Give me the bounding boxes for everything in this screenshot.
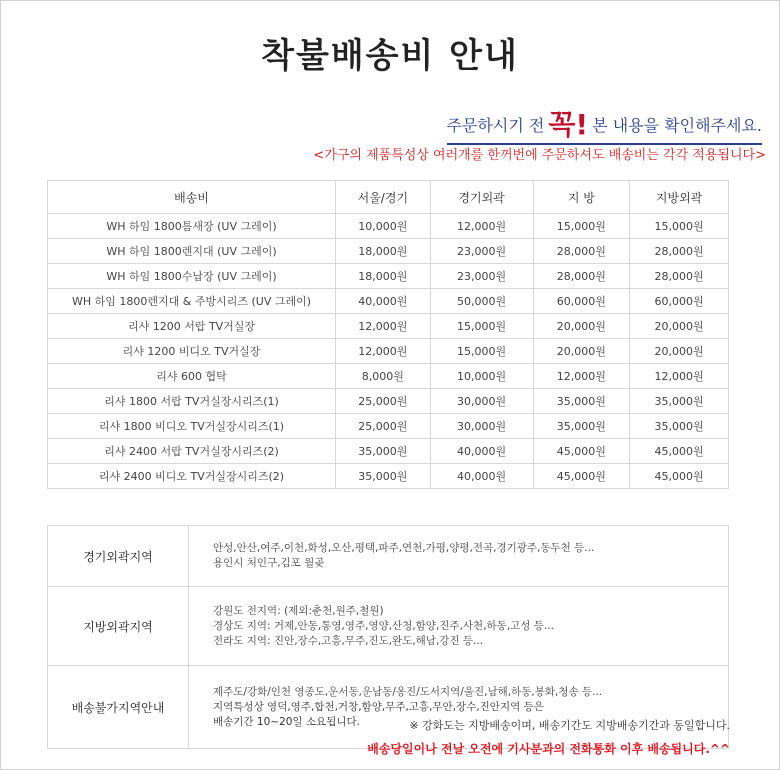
seoul-gyeonggi-cell: 35,000원: [336, 464, 431, 489]
seoul-gyeonggi-cell: 12,000원: [336, 339, 431, 364]
region-line: 안성,안산,여주,이천,화성,오산,평택,파주,연천,가평,양평,전곡,경기광주,동두천 등...: [213, 542, 595, 554]
product-name-cell: 리샤 1800 서랍 TV거실장시리즈(1): [48, 389, 336, 414]
provinces-cell: 35,000원: [533, 389, 630, 414]
province-outskirts-cell: 20,000원: [630, 314, 729, 339]
region-name: 경기외곽지역: [48, 526, 189, 587]
provinces-cell: 45,000원: [533, 464, 630, 489]
region-line: 지역특성상 영덕,영주,합천,거창,함양,무주,고흥,무안,장수,진안지역 등은: [213, 700, 544, 713]
seoul-gyeonggi-cell: 35,000원: [336, 439, 431, 464]
header-province-outskirts: 지방외곽: [630, 181, 729, 214]
seoul-gyeonggi-cell: 10,000원: [336, 214, 431, 239]
gyeonggi-outskirts-cell: 50,000원: [430, 289, 533, 314]
header-gyeonggi-outskirts: 경기외곽: [430, 181, 533, 214]
seoul-gyeonggi-cell: 25,000원: [336, 389, 431, 414]
region-line: 전라도 지역: 진안,장수,고흥,무주,진도,완도,해남,강진 등...: [213, 634, 484, 647]
shipping-rates-table: [47, 180, 729, 489]
province-outskirts-cell: 20,000원: [630, 339, 729, 364]
provinces-cell: 28,000원: [533, 239, 630, 264]
header-seoul-gyeonggi: 서울/경기: [336, 181, 431, 214]
rate-row: [48, 239, 729, 264]
provinces-cell: 35,000원: [533, 414, 630, 439]
region-row: [48, 526, 729, 587]
product-name-cell: 리샤 1200 비디오 TV거실장: [48, 339, 336, 364]
product-name-cell: 리샤 1800 비디오 TV거실장시리즈(1): [48, 414, 336, 439]
region-line: 용인시 처인구,김포 월곶: [213, 557, 325, 569]
provinces-cell: 15,000원: [533, 214, 630, 239]
rate-row: [48, 339, 729, 364]
provinces-cell: 20,000원: [533, 339, 630, 364]
product-name-cell: 리샤 1200 서랍 TV거실장: [48, 314, 336, 339]
rate-row: [48, 264, 729, 289]
product-name-cell: 리샤 2400 비디오 TV거실장시리즈(2): [48, 464, 336, 489]
page-title: 착불배송비 안내: [261, 36, 519, 76]
province-outskirts-cell: 12,000원: [630, 364, 729, 389]
province-outskirts-cell: 45,000원: [630, 439, 729, 464]
footnote: ※ 강화도는 지방배송이며, 배송기간도 지방배송기간과 동일합니다.: [409, 719, 730, 732]
shipping-notice: <가구의 제품특성상 여러개를 한꺼번에 주문하셔도 배송비는 각각 적용됩니다>: [313, 148, 766, 163]
check-before-order-banner: [447, 100, 762, 145]
gyeonggi-outskirts-cell: 40,000원: [430, 464, 533, 489]
product-name-cell: WH 하임 1800렌지대 & 주방시리즈 (UV 그레이): [48, 289, 336, 314]
provinces-cell: 12,000원: [533, 364, 630, 389]
province-outskirts-cell: 15,000원: [630, 214, 729, 239]
region-name: 배송불가지역안내: [48, 666, 189, 749]
seoul-gyeonggi-cell: 18,000원: [336, 239, 431, 264]
seoul-gyeonggi-cell: 25,000원: [336, 414, 431, 439]
region-description: [189, 666, 729, 749]
header-product: 배송비: [48, 181, 336, 214]
subhead-after: 본 내용을 확인해주세요.: [592, 116, 762, 135]
product-name-cell: WH 하임 1800수납장 (UV 그레이): [48, 264, 336, 289]
regions-table: [47, 525, 729, 749]
rate-row: [48, 364, 729, 389]
seoul-gyeonggi-cell: 40,000원: [336, 289, 431, 314]
rate-row: [48, 314, 729, 339]
product-name-cell: WH 하임 1800렌지대 (UV 그레이): [48, 239, 336, 264]
subhead-emphasis: 꼭!: [548, 108, 589, 141]
provinces-cell: 60,000원: [533, 289, 630, 314]
gyeonggi-outskirts-cell: 15,000원: [430, 314, 533, 339]
gyeonggi-outskirts-cell: 15,000원: [430, 339, 533, 364]
region-row: [48, 666, 729, 749]
region-line: 강원도 전지역: (제외:춘천,원주,철원): [213, 604, 384, 617]
region-line: 경상도 지역: 거제,안동,통영,영주,영양,산청,함양,진주,사천,하동,고성 등...: [213, 619, 554, 632]
province-outskirts-cell: 60,000원: [630, 289, 729, 314]
rate-row: [48, 464, 729, 489]
gyeonggi-outskirts-cell: 23,000원: [430, 239, 533, 264]
rates-header-row: [48, 181, 729, 214]
seoul-gyeonggi-cell: 8,000원: [336, 364, 431, 389]
rate-row: [48, 414, 729, 439]
region-line: 배송기간 10~20일 소요됩니다.: [213, 715, 360, 728]
rate-row: [48, 289, 729, 314]
seoul-gyeonggi-cell: 12,000원: [336, 314, 431, 339]
product-name-cell: 리샤 2400 서랍 TV거실장시리즈(2): [48, 439, 336, 464]
region-line: 제주도/강화/인천 영종도,운서동,운남동/옹진/도서지역/울진,남해,하동,봉화,청송 등...: [213, 685, 603, 698]
region-description: [189, 587, 729, 666]
region-description: [189, 526, 729, 587]
provinces-cell: 20,000원: [533, 314, 630, 339]
rate-row: [48, 389, 729, 414]
province-outskirts-cell: 45,000원: [630, 464, 729, 489]
product-name-cell: 리샤 600 협탁: [48, 364, 336, 389]
rate-row: [48, 439, 729, 464]
seoul-gyeonggi-cell: 18,000원: [336, 264, 431, 289]
product-name-cell: WH 하임 1800틈새장 (UV 그레이): [48, 214, 336, 239]
province-outskirts-cell: 35,000원: [630, 414, 729, 439]
province-outskirts-cell: 28,000원: [630, 264, 729, 289]
header-provinces: 지 방: [533, 181, 630, 214]
region-row: [48, 587, 729, 666]
gyeonggi-outskirts-cell: 30,000원: [430, 414, 533, 439]
provinces-cell: 28,000원: [533, 264, 630, 289]
region-name: 지방외곽지역: [48, 587, 189, 666]
provinces-cell: 45,000원: [533, 439, 630, 464]
province-outskirts-cell: 28,000원: [630, 239, 729, 264]
subhead-before: 주문하시기 전: [446, 116, 545, 135]
gyeonggi-outskirts-cell: 10,000원: [430, 364, 533, 389]
delivery-call-notice: 배송당일이나 전날 오전에 기사분과의 전화통화 이후 배송됩니다.^^: [367, 742, 730, 756]
gyeonggi-outskirts-cell: 12,000원: [430, 214, 533, 239]
rate-row: [48, 214, 729, 239]
province-outskirts-cell: 35,000원: [630, 389, 729, 414]
gyeonggi-outskirts-cell: 40,000원: [430, 439, 533, 464]
gyeonggi-outskirts-cell: 23,000원: [430, 264, 533, 289]
gyeonggi-outskirts-cell: 30,000원: [430, 389, 533, 414]
